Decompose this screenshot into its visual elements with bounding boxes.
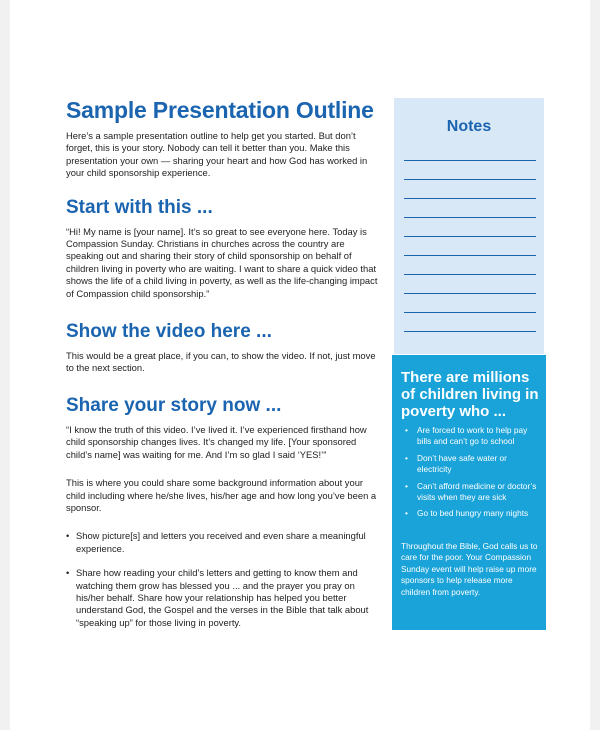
- section-heading-start: Start with this ...: [66, 196, 213, 218]
- notes-title: Notes: [446, 118, 492, 135]
- notes-rule-line: [404, 179, 536, 180]
- list-item: • Are forced to work to help pay bills and can’t go to school: [401, 425, 541, 448]
- notes-rule-line: [404, 198, 536, 199]
- list-item: [66, 567, 378, 629]
- section-story-quote: “I know the truth of this video. I’ve lived it. I’ve experienced firsthand how child sponsorship changes lives. It’s changed my life. [Your sponsored child’s name] was waiting for me. And I’m so glad I said ‘YES!’”: [66, 423, 367, 460]
- notes-rule-line: [404, 255, 536, 256]
- story-bullet-list: [66, 530, 378, 629]
- notes-panel: [394, 98, 544, 354]
- list-item: [66, 530, 378, 555]
- list-item-text: • Show picture[s] and letters you received and even share a meaningful experience.: [76, 530, 366, 554]
- list-item: • Don’t have safe water or electricity: [401, 453, 541, 476]
- outline-column: [66, 96, 378, 641]
- section-heading-video: Show the video here ...: [66, 321, 272, 343]
- section-heading-story: Share your story now ...: [66, 394, 282, 416]
- list-item: • Can’t afford medicine or doctor’s visits when they are sick: [401, 481, 541, 504]
- list-item-text: • Share how reading your child’s letters and getting to know them and watching them grow has blessed you ... and the prayer you pray on his/her behalf. Share how your relationship has helped you better understand God, the Gospel and the verses in the Bible that talk about “speaking up” for those living in poverty.: [76, 567, 369, 628]
- notes-rule-line: [404, 236, 536, 237]
- section-video-paragraph: This would be a great place, if you can, to show the video. If not, just move to the next section.: [66, 350, 376, 374]
- notes-rule-line: [404, 312, 536, 313]
- list-item: • Go to bed hungry many nights: [401, 508, 541, 519]
- page-title: Sample Presentation Outline: [66, 97, 374, 123]
- callout-title: There are millions of children living in poverty who ...: [401, 369, 539, 420]
- document-page: [10, 0, 590, 730]
- notes-rule-line: [404, 217, 536, 218]
- callout-list: [401, 425, 541, 525]
- poverty-callout-box: [392, 355, 546, 630]
- notes-rule-line: [404, 274, 536, 275]
- section-start-paragraph: “Hi! My name is [your name]. It’s so great to see everyone here. Today is Compassion Sunday. Christians in churches across the country are speaking out and sharing their story of child sponsorship on behalf of children living in poverty who are waiting. I want to share a quick video that shows the life of a child living in poverty, as well as the life-changing impact of Compassion child sponsorship.”: [66, 225, 378, 299]
- notes-rule-line: [404, 293, 536, 294]
- callout-footer: Throughout the Bible, God calls us to care for the poor. Your Compassion Sunday event will help raise up more sponsors to help release more children from poverty.: [401, 541, 538, 597]
- intro-paragraph: Here’s a sample presentation outline to help get you started. But don’t forget, this is your story. Nobody can tell it better than you. Make this presentation your own — sharing your heart and how God has worked in your child sponsorship experience.: [66, 130, 368, 179]
- section-story-paragraph: This is where you could share some background information about your child including where he/she lives, his/her age and how long you’ve been a sponsor.: [66, 477, 377, 513]
- notes-rule-line: [404, 160, 536, 161]
- notes-rule-line: [404, 331, 536, 332]
